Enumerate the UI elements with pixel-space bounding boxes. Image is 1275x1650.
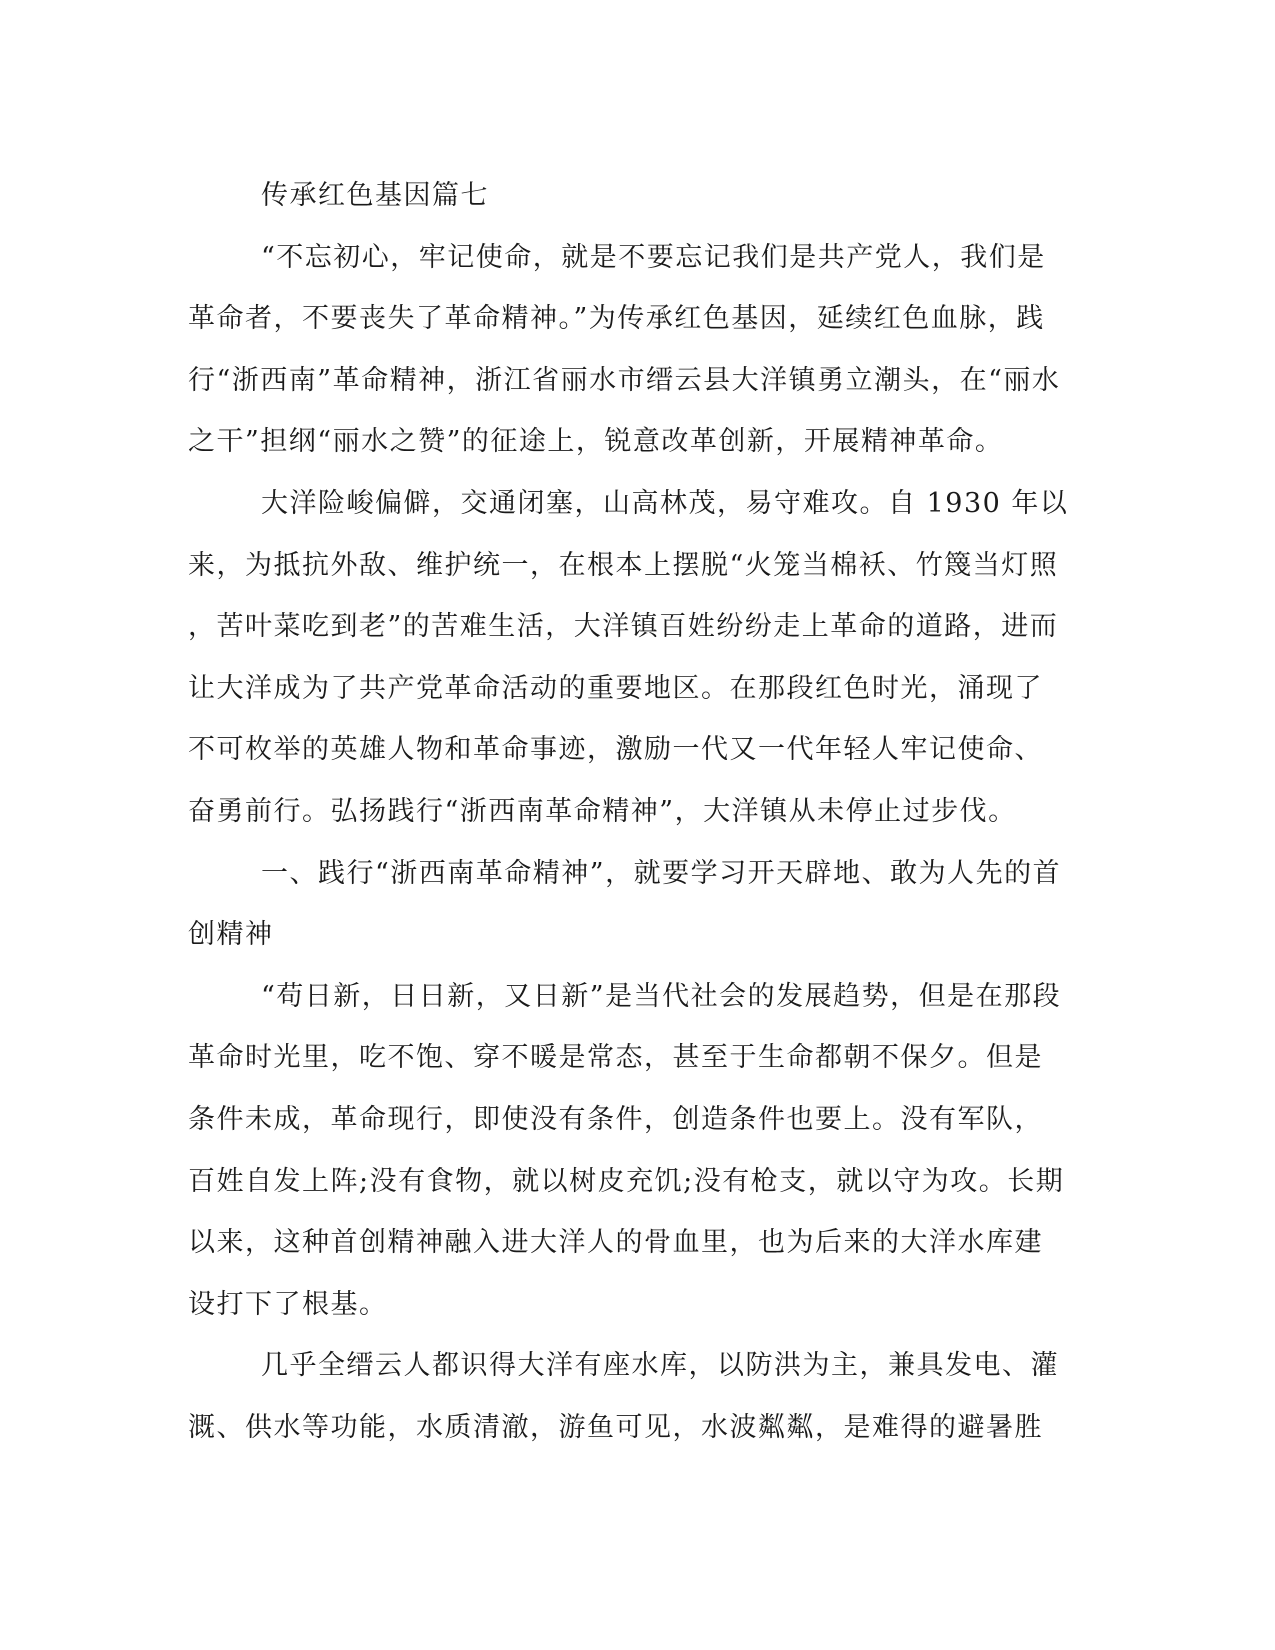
paragraph-line: 条件未成，革命现行，即使没有条件，创造条件也要上。没有军队， [188, 1103, 1043, 1135]
paragraph-line: 百姓自发上阵;没有食物，就以树皮充饥;没有枪支，就以守为攻。长期 [188, 1165, 1065, 1197]
paragraph-line: 来，为抵抗外敌、维护统一，在根本上摆脱“火笼当棉袄、竹篾当灯照 [188, 549, 1059, 581]
paragraph-line: 大洋险峻偏僻，交通闭塞，山高林茂，易守难攻。自 1930 年以 [261, 487, 1069, 519]
paragraph-line: “苟日新，日日新，又日新”是当代社会的发展趋势，但是在那段 [261, 980, 1062, 1012]
paragraph-line: 让大洋成为了共产党革命活动的重要地区。在那段红色时光，涌现了 [188, 672, 1043, 704]
section-title: 传承红色基因篇七 [261, 180, 489, 211]
paragraph-line: ，苦叶菜吃到老”的苦难生活，大洋镇百姓纷纷走上革命的道路，进而 [188, 611, 1059, 643]
subheading-line: 创精神 [188, 919, 274, 951]
paragraph-line: 革命时光里，吃不饱、穿不暖是常态，甚至于生命都朝不保夕。但是 [188, 1042, 1043, 1074]
paragraph-line: 以来，这种首创精神融入进大洋人的骨血里，也为后来的大洋水库建 [188, 1227, 1043, 1259]
paragraph-line: 几乎全缙云人都识得大洋有座水库，以防洪为主，兼具发电、灌 [261, 1350, 1059, 1382]
paragraph-line: 奋勇前行。弘扬践行“浙西南革命精神”，大洋镇从未停止过步伐。 [188, 795, 1017, 827]
document-body [188, 165, 1078, 1458]
paragraph-line: 之干”担纲“丽水之赞”的征途上，锐意改革创新，开展精神革命。 [188, 426, 1004, 458]
subheading-line: 一、践行“浙西南革命精神”，就要学习开天辟地、敢为人先的首 [261, 857, 1062, 889]
paragraph-line: 革命者，不要丧失了革命精神。”为传承红色基因，延续红色血脉，践 [188, 303, 1045, 335]
paragraph-line: “不忘初心，牢记使命，就是不要忘记我们是共产党人，我们是 [261, 241, 1046, 273]
paragraph-line: 行“浙西南”革命精神，浙江省丽水市缙云县大洋镇勇立潮头，在“丽水 [188, 364, 1061, 396]
paragraph-line: 溉、供水等功能，水质清澈，游鱼可见，水波粼粼，是难得的避暑胜 [188, 1411, 1043, 1443]
paragraph-line: 设打下了根基。 [188, 1288, 388, 1320]
paragraph-line: 不可枚举的英雄人物和革命事迹，激励一代又一代年轻人牢记使命、 [188, 734, 1043, 766]
